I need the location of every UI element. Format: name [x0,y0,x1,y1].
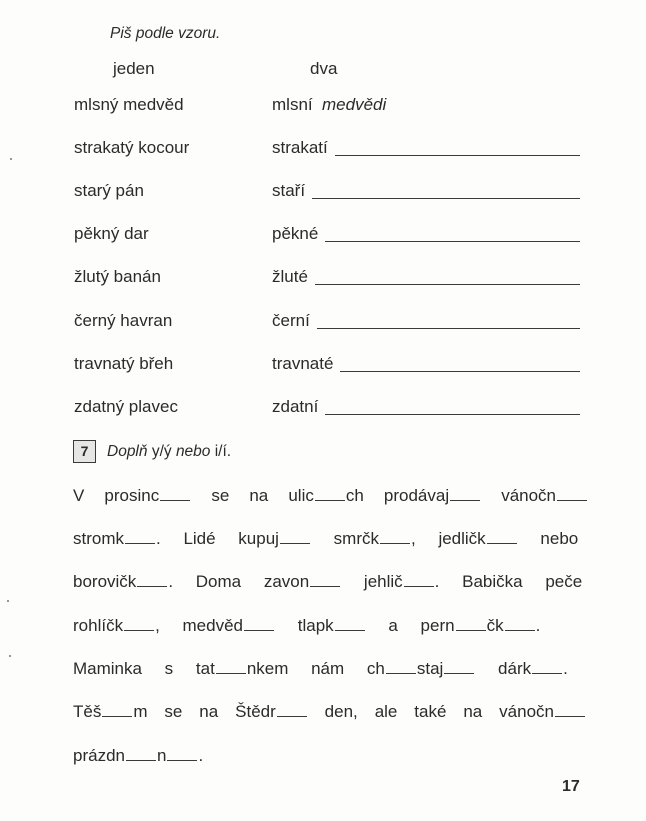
exercise-7-title-part3: nebo [175,443,211,460]
scan-speck [9,655,11,657]
letter-blank[interactable] [532,672,562,674]
exercise-7-title-part4: i/í. [214,443,232,460]
letter-blank[interactable] [126,759,156,761]
sentence-fragment: n [156,746,167,765]
letter-blank[interactable] [124,629,154,631]
sentence-fragment: V prosinc [73,486,160,505]
sentence-fragment: stromk [73,529,124,548]
row-singular: mlsný medvěd [74,95,184,114]
row-singular: žlutý banán [74,267,161,286]
letter-blank[interactable] [125,542,155,544]
letter-blank[interactable] [505,629,535,631]
sentence-fragment: smrčk [310,529,379,548]
sentence-fragment: den, ale také na vánočn [307,702,555,721]
row-example-answer: medvědi [322,95,387,114]
sentence-fragment: Maminka s tat [73,659,215,678]
letter-blank[interactable] [404,585,434,587]
sentence-fragment: a pern [365,616,455,635]
row-singular: strakatý kocour [74,138,190,157]
answer-line[interactable] [340,371,580,372]
fill-in-sentence-line [73,615,580,637]
letter-blank[interactable] [280,542,310,544]
sentence-fragment: prázdn [73,746,125,765]
sentence-fragment: . Lidé kupuj [156,529,279,548]
sentence-fragment: ch prodávaj [345,486,450,505]
row-singular: starý pán [74,181,144,200]
row-plural-prefix: staří [272,181,306,200]
sentence-fragment: tlapk [275,616,334,635]
letter-blank[interactable] [386,672,416,674]
sentence-fragment: čk [486,616,504,635]
answer-line[interactable] [335,155,580,156]
row-singular: pěkný dar [74,224,149,243]
sentence-fragment: vánočn [481,486,557,505]
letter-blank[interactable] [487,542,517,544]
letter-blank[interactable] [277,715,307,717]
letter-blank[interactable] [167,759,197,761]
fill-in-sentence-line [73,528,580,550]
fill-in-sentence-line [73,485,580,507]
exercise-6-instruction: Piš podle vzoru. [110,25,221,42]
letter-blank[interactable] [160,499,190,501]
row-singular: černý havran [74,311,173,330]
letter-blank[interactable] [557,499,587,501]
row-singular: zdatný plavec [74,397,178,416]
sentence-fragment: . [563,659,568,678]
fill-in-sentence-line [73,658,580,680]
sentence-fragment: se na ulic [191,486,314,505]
sentence-fragment: borovičk [73,572,137,591]
fill-in-sentence-line [73,745,580,767]
row-plural-prefix: pěkné [272,224,319,243]
row-plural-prefix: zdatní [272,397,319,416]
sentence-fragment: staj [416,659,444,678]
exercise-7-title-part1: Doplň [107,443,148,460]
answer-line[interactable] [325,414,580,415]
letter-blank[interactable] [315,499,345,501]
row-singular: travnatý břeh [74,354,174,373]
letter-blank[interactable] [244,629,274,631]
letter-blank[interactable] [310,585,340,587]
scan-speck [7,600,9,602]
sentence-fragment: dárk [475,659,532,678]
letter-blank[interactable] [555,715,585,717]
exercise-7-instruction [107,442,231,462]
sentence-fragment: , medvěd [155,616,244,635]
sentence-fragment: . [535,616,541,635]
sentence-fragment: . Doma zavon [168,572,310,591]
answer-line[interactable] [325,241,580,242]
row-plural-prefix: mlsní [272,95,313,114]
row-plural-prefix: strakatí [272,138,328,157]
row-plural-prefix: travnaté [272,354,334,373]
letter-blank[interactable] [137,585,167,587]
sentence-fragment: m se na Štědr [133,702,276,721]
sentence-fragment: , jedličk [411,529,486,548]
answer-line[interactable] [312,198,580,199]
sentence-fragment: nebo [517,529,579,548]
answer-line[interactable] [315,284,580,285]
page-number: 17 [562,778,580,795]
row-plural-prefix: žluté [272,267,308,286]
column-header-two: dva [310,59,338,78]
row-plural-prefix: černí [272,311,310,330]
column-header-one: jeden [113,59,155,78]
letter-blank[interactable] [450,499,480,501]
fill-in-sentence-line [73,571,583,593]
scan-speck [10,158,12,160]
exercise-7-title-part2: y/ý [151,443,172,460]
sentence-fragment: . Babička peče [434,572,583,591]
sentence-fragment: jehlič [341,572,403,591]
letter-blank[interactable] [456,629,486,631]
exercise-7-number: 7 [73,440,96,463]
sentence-fragment: rohlíčk [73,616,124,635]
letter-blank[interactable] [380,542,410,544]
sentence-fragment: Těš [73,702,102,721]
letter-blank[interactable] [444,672,474,674]
letter-blank[interactable] [216,672,246,674]
letter-blank[interactable] [102,715,132,717]
fill-in-sentence-line [73,701,580,723]
answer-line[interactable] [317,328,580,329]
letter-blank[interactable] [335,629,365,631]
sentence-fragment: nkem nám ch [246,659,385,678]
sentence-fragment: . [198,746,204,765]
